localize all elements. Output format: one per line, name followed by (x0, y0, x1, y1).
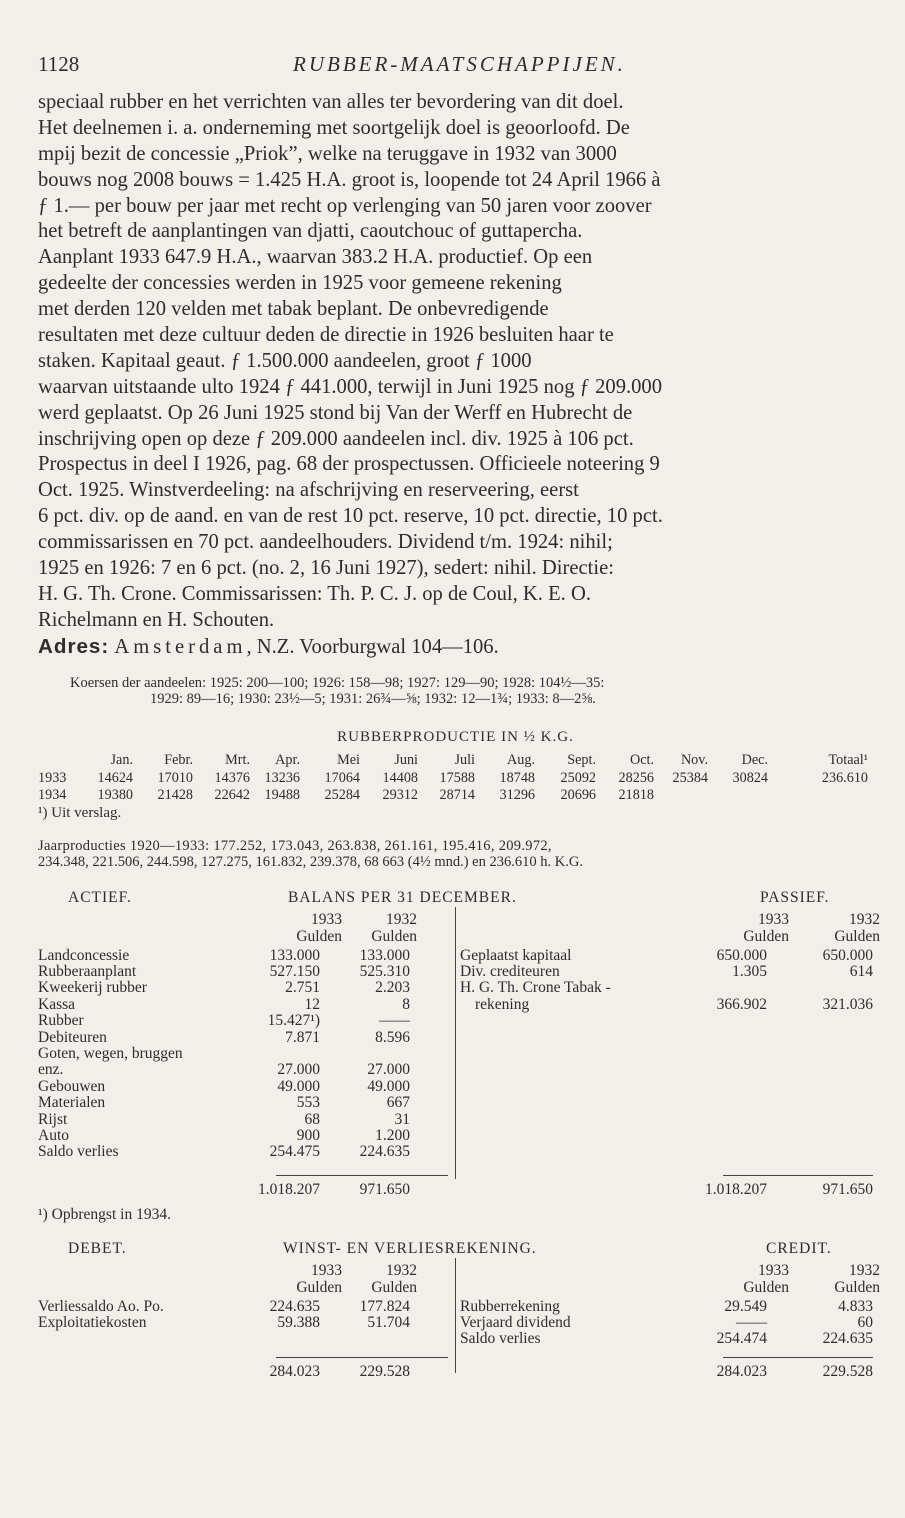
body-text (38, 90, 873, 634)
value-1932: 1.200 (375, 1127, 410, 1144)
month-header: Juni (394, 751, 418, 768)
account-label: Kweekerij rubber (38, 979, 147, 997)
left-title: DEBET. (68, 1239, 127, 1257)
production-value: 14376 (214, 769, 250, 786)
production-value: 21818 (618, 786, 654, 803)
account-label: Saldo verlies (38, 1143, 119, 1161)
value-1933: 15.427¹) (267, 1012, 320, 1030)
production-value: 14624 (97, 769, 133, 786)
value-1933: 527.150 (269, 963, 320, 980)
value-1932: 8 (402, 995, 410, 1013)
production-value: 22642 (214, 786, 250, 803)
year-header: 1933 (311, 1261, 342, 1279)
account-label: Goten, wegen, bruggen (38, 1045, 183, 1062)
unit-header: Gulden (371, 927, 417, 945)
month-header: Mrt. (225, 751, 250, 768)
body-line: bouws nog 2008 bouws = 1.425 H.A. groot is, loopende tot 24 April 1966 à (38, 168, 661, 191)
total-rule (276, 1175, 448, 1176)
value-1932: 133.000 (359, 946, 410, 964)
balance-sheet (38, 888, 880, 1234)
value-1932: 650.000 (822, 946, 873, 964)
right-title: CREDIT. (766, 1239, 832, 1257)
value-1933: 224.635 (269, 1297, 320, 1315)
year-header: 1932 (849, 910, 880, 928)
year-header: 1933 (758, 910, 789, 928)
value-1932: 525.310 (359, 963, 410, 980)
production-value: 18748 (499, 769, 535, 786)
month-header: Dec. (741, 751, 768, 768)
body-line: speciaal rubber en het verrichten van alles ter bevordering van dit doel. (38, 91, 624, 113)
production-value: 13236 (264, 769, 300, 786)
unit-header: Gulden (296, 1278, 342, 1296)
value-1933: 133.000 (269, 946, 320, 964)
account-label: Rijst (38, 1110, 68, 1128)
jaarproducties-line-1 (38, 838, 873, 855)
body-line: ƒ 1.— per bouw per jaar met recht op verlenging van 50 jaren voor zoover (38, 194, 652, 217)
production-footnote: ¹) Uit verslag. (38, 804, 122, 821)
address-city: Amsterdam (114, 635, 247, 658)
production-value: 17010 (157, 769, 193, 786)
value-1933: 7.871 (285, 1028, 320, 1046)
unit-header: Gulden (743, 927, 789, 945)
month-header: Nov. (680, 751, 708, 768)
unit-header: Gulden (296, 927, 342, 945)
production-value: 29312 (382, 786, 418, 803)
production-value: 19380 (97, 786, 133, 803)
body-line: Het deelnemen i. a. onderneming met soortgelijk doel is geoorloofd. De (38, 116, 630, 139)
account-label: Gebouwen (38, 1077, 106, 1095)
account-title: WINST- EN VERLIESREKENING. (283, 1239, 537, 1257)
value-1933: 68 (304, 1110, 320, 1128)
koersen-line-1: Koersen der aandeelen: 1925: 200—100; 1926: 158—98; 1927: 129—90; 1928: 104½—35: (70, 674, 605, 691)
year-header: 1933 (311, 910, 342, 928)
account-label: Geplaatst kapitaal (460, 946, 572, 964)
production-year: 1933 (38, 769, 67, 786)
address-line (38, 634, 873, 661)
page (38, 52, 880, 1390)
value-1933: 12 (304, 995, 320, 1013)
month-header: Mei (337, 751, 360, 768)
account-label: Saldo verlies (460, 1330, 541, 1348)
year-header: 1932 (849, 1261, 880, 1279)
address-street: , N.Z. Voorburgwal 104—106. (246, 635, 499, 658)
production-year: 1934 (38, 786, 67, 803)
body-line: Oct. 1925. Winstverdeeling: na afschrijving en reserveering, eerst (38, 479, 579, 502)
total-1933: 284.023 (716, 1362, 767, 1380)
value-1933: 254.475 (269, 1143, 320, 1161)
total-1932: 971.650 (359, 1180, 410, 1198)
account-label: Rubberrekening (460, 1297, 560, 1315)
value-1932: 2.203 (375, 979, 410, 997)
body-line: mpij bezit de concessie „Priok”, welke na teruggave in 1932 van 3000 (38, 142, 617, 165)
total-1932: 229.528 (822, 1362, 873, 1380)
month-header: Totaal¹ (828, 751, 868, 768)
body-line: het betreft de aanplantingen van djatti, caoutchouc of guttapercha. (38, 220, 583, 243)
page-number: 1128 (38, 52, 80, 76)
unit-header: Gulden (834, 927, 880, 945)
month-header: Febr. (164, 751, 193, 768)
production-table (38, 752, 873, 804)
center-rule (455, 907, 456, 1179)
production-value: 20696 (560, 786, 596, 803)
account-label: Landconcessie (38, 946, 130, 964)
value-1933: —— (736, 1314, 767, 1331)
value-1932: 667 (386, 1094, 410, 1112)
total-rule (276, 1357, 448, 1358)
value-1933: 59.388 (277, 1314, 320, 1331)
account-label: Verliessaldo Ao. Po. (38, 1297, 164, 1315)
value-1932: 49.000 (367, 1077, 410, 1095)
account-title: BALANS PER 31 DECEMBER. (288, 888, 517, 906)
koersen-line-2: 1929: 89—16; 1930: 23½—5; 1931: 26¾—⅝; 1932: 12—1¾; 1933: 8—2⅝. (150, 691, 596, 708)
production-value: 14408 (382, 769, 418, 786)
account-label: Verjaard dividend (460, 1314, 571, 1331)
jaarproducties-text-1: Jaarproducties 1920—1933: 177.252, 173.043, 263.838, 261.161, 195.416, 209.972, (38, 837, 552, 854)
value-1932: 224.635 (822, 1330, 873, 1348)
total-rule (723, 1357, 873, 1358)
production-title: RUBBERPRODUCTIE IN ½ K.G. (337, 728, 574, 745)
production-value: 25284 (324, 786, 360, 803)
value-1933: 1.305 (732, 963, 767, 980)
total-rule (723, 1175, 873, 1176)
account-label: enz. (38, 1061, 64, 1079)
value-1933: 900 (296, 1127, 320, 1144)
value-1932: 51.704 (367, 1314, 410, 1331)
unit-header: Gulden (371, 1278, 417, 1296)
address-label: Adres: (38, 634, 110, 658)
year-header: 1932 (386, 1261, 417, 1279)
production-value: 28714 (439, 786, 475, 803)
value-1932: 8.596 (375, 1028, 410, 1046)
page-header (38, 52, 873, 90)
body-line: resultaten met deze cultuur deden de directie in 1926 besluiten haar te (38, 324, 614, 347)
value-1933: 366.902 (716, 995, 767, 1013)
account-label: rekening (475, 995, 530, 1013)
account-label: Div. crediteuren (460, 963, 560, 980)
production-value: 17588 (439, 769, 475, 786)
year-header: 1932 (386, 910, 417, 928)
value-1932: 614 (849, 963, 873, 980)
body-line: met derden 120 velden met tabak beplant. De onbevredigende (38, 298, 549, 321)
body-line: werd geplaatst. Op 26 Juni 1925 stond bij Van der Werff en Hubrecht de (38, 401, 633, 424)
value-1933: 29.549 (724, 1297, 767, 1315)
month-header: Sept. (567, 751, 596, 768)
value-1932: 224.635 (359, 1143, 410, 1161)
month-header: Aug. (507, 751, 535, 768)
body-line: gedeelte der concessies werden in 1925 voor gemeene rekening (38, 272, 562, 295)
production-value: 28256 (618, 769, 654, 786)
unit-header: Gulden (743, 1278, 789, 1296)
total-1933: 1.018.207 (705, 1180, 767, 1198)
total-1932: 229.528 (359, 1362, 410, 1380)
total-1933: 284.023 (269, 1362, 320, 1380)
account-label: H. G. Th. Crone Tabak - (460, 979, 611, 997)
value-1932: —— (379, 1012, 410, 1030)
profit-loss-account (38, 1239, 880, 1390)
production-value: 21428 (157, 786, 193, 803)
right-title: PASSIEF. (760, 888, 830, 906)
year-header: 1933 (758, 1261, 789, 1279)
month-header: Oct. (629, 751, 654, 768)
value-1932: 4.833 (838, 1297, 873, 1315)
body-line: inschrijving open op deze ƒ 209.000 aandeelen incl. div. 1925 à 106 pct. (38, 427, 634, 450)
body-line: 1925 en 1926: 7 en 6 pct. (no. 2, 16 Juni 1927), sedert: nihil. Directie: (38, 557, 614, 580)
production-value: 17064 (324, 769, 360, 786)
month-header: Apr. (275, 751, 300, 768)
value-1932: 177.824 (359, 1297, 410, 1315)
total-1932: 971.650 (822, 1180, 873, 1198)
month-header: Jan. (110, 751, 133, 768)
production-value: 31296 (499, 786, 535, 803)
body-line: Richelmann en H. Schouten. (38, 608, 275, 631)
body-line: commissarissen en 70 pct. aandeelhouders. Dividend t/m. 1924: nihil; (38, 531, 613, 554)
value-1932: 321.036 (822, 995, 873, 1013)
value-1933: 553 (296, 1094, 320, 1112)
value-1933: 254.474 (716, 1330, 767, 1348)
running-title: RUBBER-MAATSCHAPPIJEN. (293, 52, 626, 76)
value-1932: 60 (857, 1314, 873, 1331)
account-label: Debiteuren (38, 1028, 107, 1046)
value-1933: 27.000 (277, 1061, 320, 1079)
value-1932: 27.000 (367, 1061, 410, 1079)
account-label: Rubberaanplant (38, 963, 137, 980)
value-1933: 49.000 (277, 1077, 320, 1095)
value-1932: 31 (394, 1110, 410, 1128)
left-title: ACTIEF. (68, 888, 132, 906)
center-rule (455, 1258, 456, 1373)
body-line: Aanplant 1933 647.9 H.A., waarvan 383.2 H.A. productief. Op een (38, 246, 593, 269)
production-value: 30824 (732, 769, 768, 786)
production-value: 25092 (560, 769, 596, 786)
body-line: waarvan uitstaande ulto 1924 ƒ 441.000, terwijl in Juni 1925 nog ƒ 209.000 (38, 375, 663, 398)
account-label: Rubber (38, 1012, 84, 1030)
production-value: 25384 (672, 769, 708, 786)
jaarproducties-line-2: 234.348, 221.506, 244.598, 127.275, 161.832, 239.378, 68 663 (4½ mnd.) en 236.610 h. K.G. (38, 854, 583, 871)
production-value: 236.610 (821, 769, 868, 786)
account-label: Exploitatiekosten (38, 1314, 147, 1331)
value-1933: 650.000 (716, 946, 767, 964)
account-label: Auto (38, 1127, 69, 1144)
value-1933: 2.751 (285, 979, 320, 997)
account-label: Materialen (38, 1094, 106, 1112)
body-line: H. G. Th. Crone. Commissarissen: Th. P. C. J. op de Coul, K. E. O. (38, 582, 591, 605)
body-line: 6 pct. div. op de aand. en van de rest 10 pct. reserve, 10 pct. directie, 10 pct. (38, 505, 663, 528)
body-line: staken. Kapitaal geaut. ƒ 1.500.000 aandeelen, groot ƒ 1000 (38, 349, 532, 372)
production-value: 19488 (264, 786, 300, 803)
body-line: Prospectus in deel I 1926, pag. 68 der prospectussen. Officieele noteering 9 (38, 453, 660, 476)
unit-header: Gulden (834, 1278, 880, 1296)
month-header: Juli (454, 751, 475, 768)
total-1933: 1.018.207 (258, 1180, 320, 1198)
account-label: Kassa (38, 995, 76, 1013)
balance-footnote: ¹) Opbrengst in 1934. (38, 1205, 171, 1223)
